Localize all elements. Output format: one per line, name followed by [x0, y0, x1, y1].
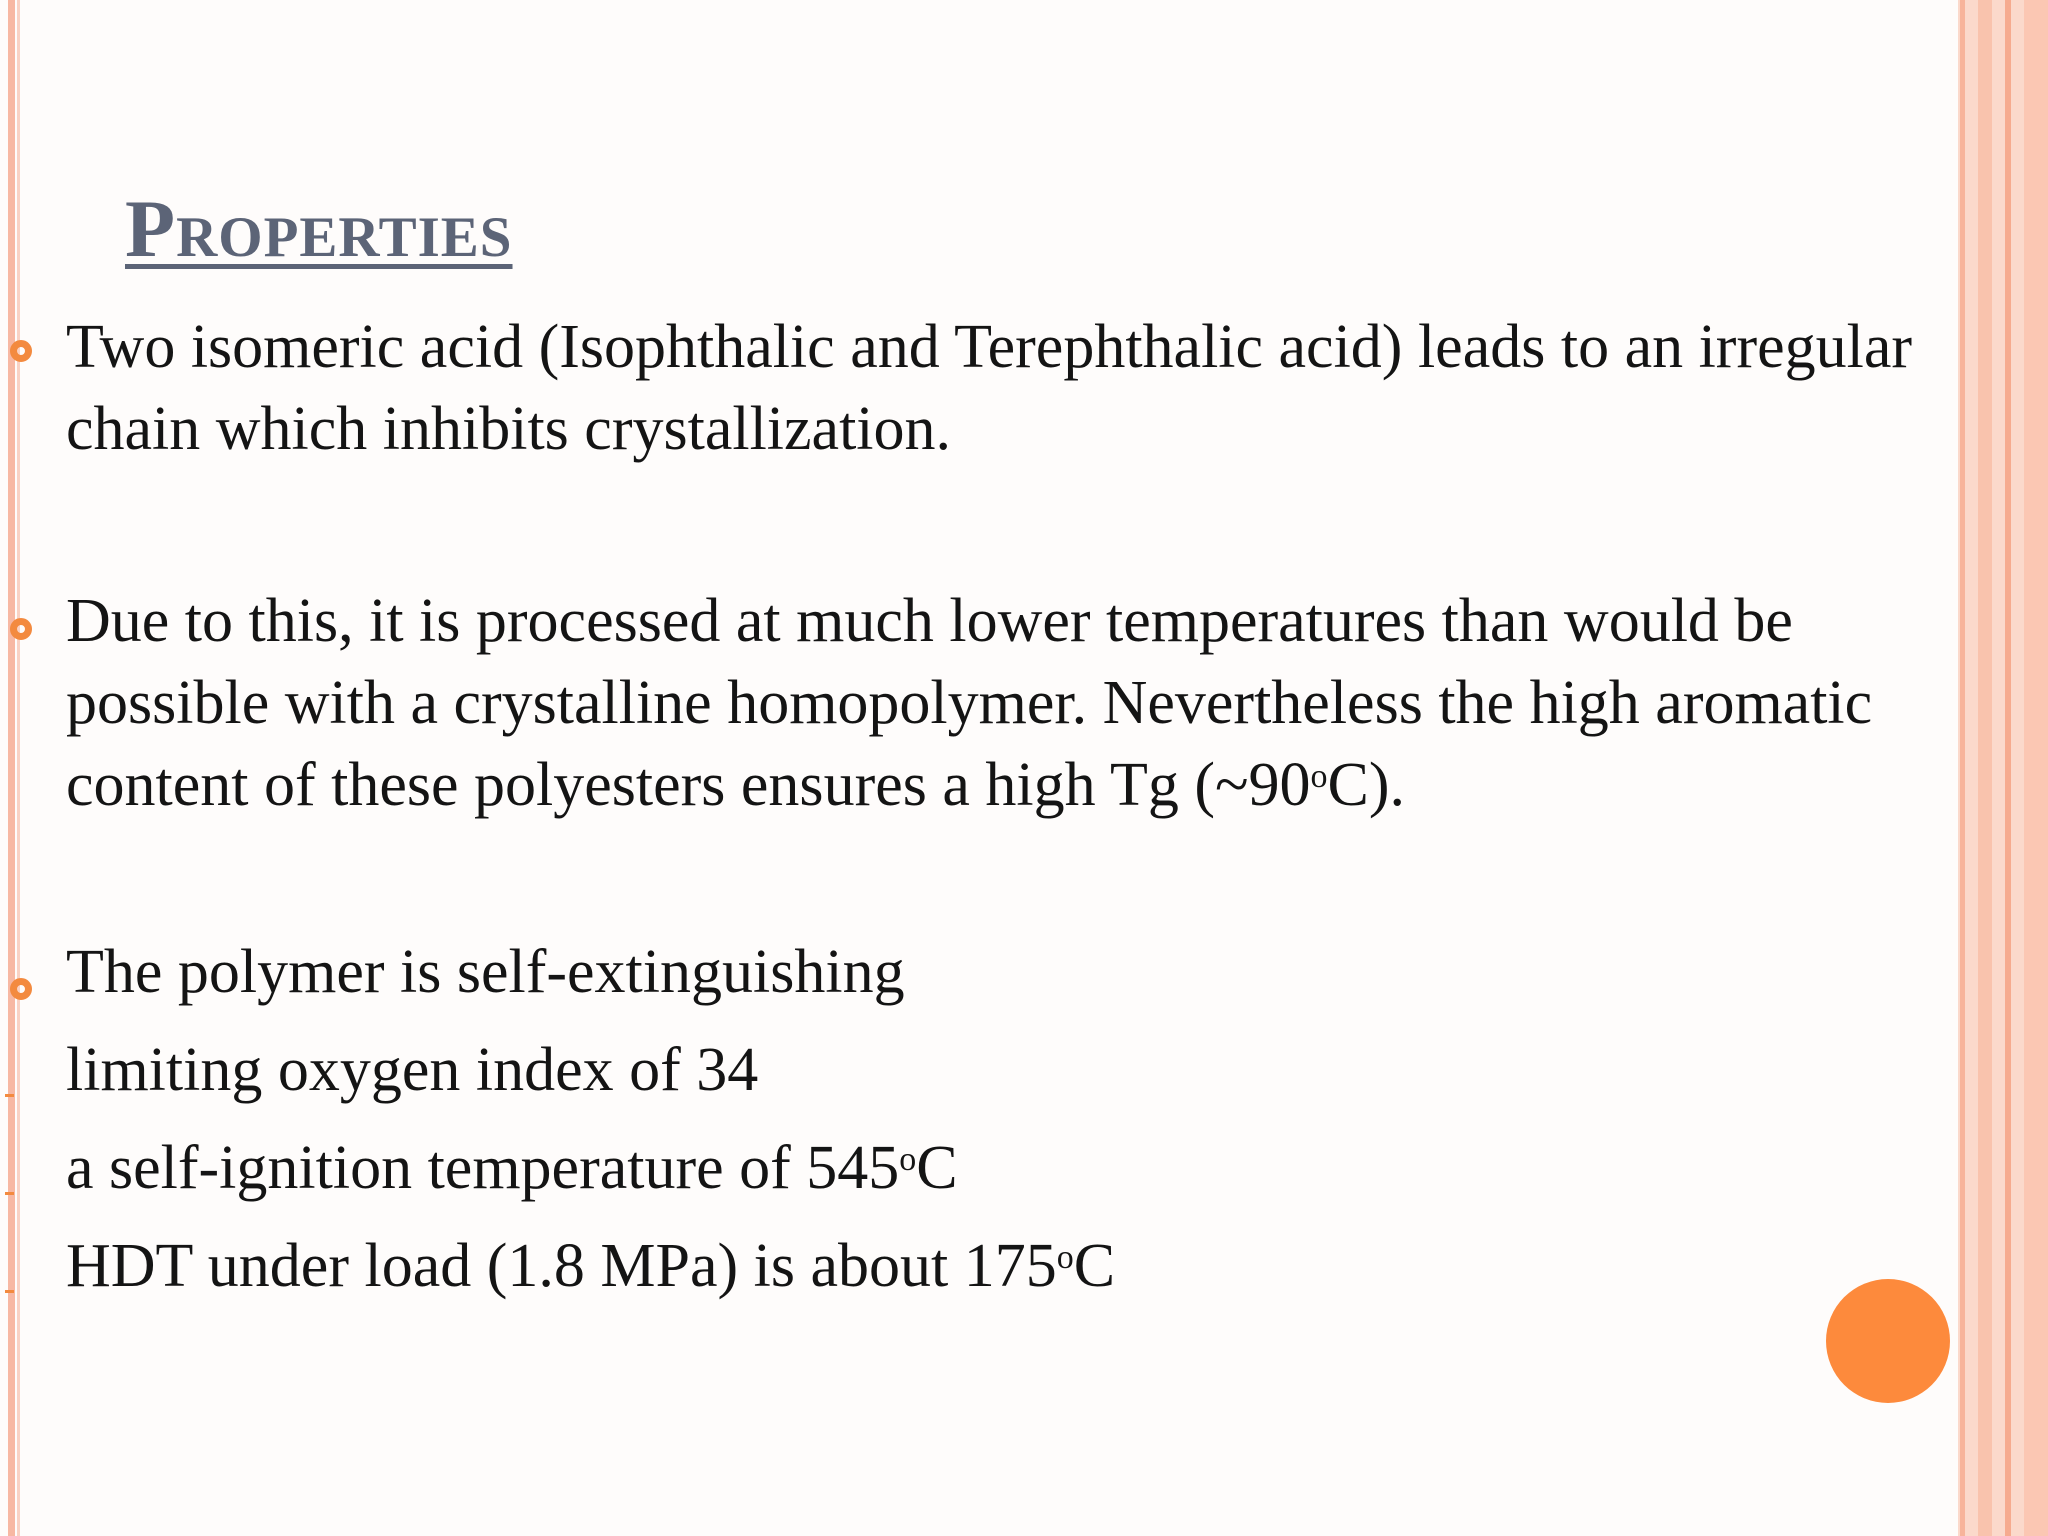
right-border-line: [1978, 0, 1992, 1536]
sub-bullet-dash-icon: [5, 1192, 14, 1195]
bullet-ring-icon: [10, 340, 32, 362]
sub-item-unit: C: [1073, 1232, 1116, 1300]
degree-superscript: o: [1056, 1239, 1074, 1276]
bullet-ring-icon: [10, 978, 32, 1000]
decorative-orange-circle: [1826, 1279, 1950, 1403]
right-border-line: [2024, 0, 2048, 1536]
bullet-line: [66, 744, 1958, 826]
bullet-line: The polymer is self-extinguishing: [66, 938, 905, 1006]
sub-bullet-dash-icon: [5, 1094, 14, 1097]
bullet-line: Due to this, it is processed at much lower temperatures than would be: [66, 587, 1793, 655]
bullet-line-text: content of these polyesters ensures a high Tg (~90: [66, 751, 1311, 819]
bullet-paragraph: [66, 306, 1958, 470]
bullet-line-tail: C).: [1327, 751, 1406, 819]
bullet-line: Two isomeric acid (Isophthalic and Terephthalic acid) leads to an irregular: [66, 313, 1913, 381]
left-border-stripe: [8, 0, 15, 1536]
degree-superscript: o: [899, 1141, 917, 1178]
left-border-stripe-inner: [17, 0, 20, 1536]
slide-title: Properties: [125, 183, 513, 274]
degree-superscript: o: [1310, 758, 1328, 795]
bullet-line: possible with a crystalline homopolymer. Nevertheless the high aromatic: [66, 669, 1873, 737]
sub-item-unit: C: [916, 1134, 958, 1202]
bullet-ring-icon: [10, 618, 32, 640]
bullet-line: chain which inhibits crystallization.: [66, 395, 952, 463]
sub-item-text: a self-ignition temperature of 545: [66, 1134, 900, 1202]
sub-item: [66, 1132, 1958, 1204]
slide-body: [66, 300, 1958, 1302]
sub-item-text: limiting oxygen index of 34: [66, 1036, 759, 1104]
sub-item: [66, 1230, 1958, 1302]
bullet-paragraph: [66, 580, 1958, 826]
bullet-paragraph: [66, 936, 1958, 1008]
right-border-line: [1960, 0, 1965, 1536]
right-border-line: [2005, 0, 2011, 1536]
sub-item-text: HDT under load (1.8 MPa) is about 175: [66, 1232, 1057, 1300]
sub-item: [66, 1034, 1958, 1106]
sub-bullet-dash-icon: [5, 1290, 14, 1293]
